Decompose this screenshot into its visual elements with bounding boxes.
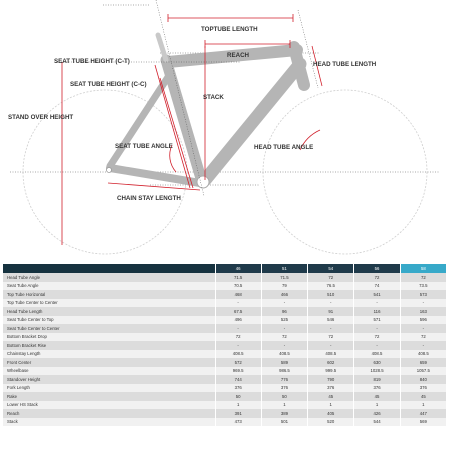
geometry-table	[3, 264, 447, 426]
table-cell: 426	[354, 409, 400, 418]
row-label: Top Tube Center to Center	[3, 299, 215, 308]
table-row	[3, 418, 447, 427]
bottom-bracket	[197, 176, 209, 188]
table-cell: -	[354, 341, 400, 350]
table-cell: -	[354, 299, 400, 308]
table-cell: 659	[400, 358, 446, 367]
table-row	[3, 333, 447, 342]
table-cell: 569	[400, 418, 446, 427]
table-cell: 50	[215, 392, 261, 401]
row-label: Seat Tube Center to Top	[3, 316, 215, 325]
row-label: Standover Height	[3, 375, 215, 384]
table-row	[3, 290, 447, 299]
table-row	[3, 401, 447, 410]
table-row	[3, 375, 447, 384]
table-cell: 602	[308, 358, 354, 367]
table-cell: 589	[261, 358, 307, 367]
label-stand-over-height: STAND OVER HEIGHT	[8, 114, 74, 121]
table-cell: 405	[308, 409, 354, 418]
row-label: Head Tube Angle	[3, 273, 215, 282]
table-cell: -	[308, 324, 354, 333]
table-cell: -	[261, 324, 307, 333]
table-cell: 45	[354, 392, 400, 401]
table-cell: -	[400, 341, 446, 350]
table-header-blank	[3, 264, 215, 273]
table-cell: 91	[308, 307, 354, 316]
table-cell: 468	[215, 290, 261, 299]
row-label: Top Tube Horizontal	[3, 290, 215, 299]
table-cell: -	[400, 324, 446, 333]
label-chain-stay-length: CHAIN STAY LENGTH	[117, 195, 181, 202]
row-label: Seat Tube Center to Center	[3, 324, 215, 333]
table-cell: 501	[261, 418, 307, 427]
table-cell: 408.5	[354, 350, 400, 359]
label-seat-tube-height-ct: SEAT TUBE HEIGHT (C-T)	[54, 58, 130, 65]
row-label: Bottom Bracket Rise	[3, 341, 215, 350]
table-cell: 999.5	[308, 367, 354, 376]
table-cell: 744	[215, 375, 261, 384]
table-cell: 510	[308, 290, 354, 299]
table-cell: 71.5	[215, 273, 261, 282]
table-cell: 376	[400, 384, 446, 393]
table-cell: 376	[261, 384, 307, 393]
table-cell: 1	[400, 401, 446, 410]
table-cell: 76.5	[308, 282, 354, 291]
table-cell: 986.5	[261, 367, 307, 376]
size-header: 51	[261, 264, 307, 273]
row-label: Seat Tube Angle	[3, 282, 215, 291]
table-row	[3, 316, 447, 325]
table-cell: 389	[261, 409, 307, 418]
row-label: Reach	[3, 409, 215, 418]
table-cell: 408.5	[400, 350, 446, 359]
table-cell: 525	[261, 316, 307, 325]
table-cell: -	[308, 299, 354, 308]
table-cell: 376	[215, 384, 261, 393]
table-cell: 630	[354, 358, 400, 367]
row-label: Rake	[3, 392, 215, 401]
table-row	[3, 273, 447, 282]
table-cell: 50	[261, 392, 307, 401]
table-cell: 74	[354, 282, 400, 291]
label-seat-tube-angle: SEAT TUBE ANGLE	[115, 143, 173, 150]
table-cell: 72	[400, 333, 446, 342]
table-row	[3, 307, 447, 316]
label-reach: REACH	[227, 52, 250, 59]
table-cell: 1028.5	[354, 367, 400, 376]
row-label: Front Center	[3, 358, 215, 367]
row-label: Wheelbase	[3, 367, 215, 376]
table-cell: 73.5	[400, 282, 446, 291]
table-cell: 840	[400, 375, 446, 384]
table-cell: 116	[354, 307, 400, 316]
table-row	[3, 384, 447, 393]
table-cell: 1	[215, 401, 261, 410]
table-cell: 67.5	[215, 307, 261, 316]
table-row	[3, 409, 447, 418]
table-cell: 1	[354, 401, 400, 410]
table-cell: 496	[215, 316, 261, 325]
table-cell: 473	[215, 418, 261, 427]
label-stack: STACK	[203, 94, 224, 101]
table-cell: 163	[400, 307, 446, 316]
label-seat-tube-height-cc: SEAT TUBE HEIGHT (C-C)	[70, 81, 147, 88]
rear-axle	[107, 168, 112, 173]
table-cell: 72	[261, 333, 307, 342]
table-cell: 72	[354, 333, 400, 342]
table-cell: 408.5	[261, 350, 307, 359]
table-cell: 546	[308, 316, 354, 325]
table-cell: 447	[400, 409, 446, 418]
bike-frame	[110, 35, 304, 183]
table-cell: 572	[215, 358, 261, 367]
table-cell: 45	[308, 392, 354, 401]
table-row	[3, 350, 447, 359]
down-tube	[205, 64, 300, 180]
table-header-row	[3, 264, 447, 273]
table-cell: 466	[261, 290, 307, 299]
table-cell: 79	[261, 282, 307, 291]
table-cell: 1	[261, 401, 307, 410]
table-cell: 72	[215, 333, 261, 342]
table-row	[3, 324, 447, 333]
table-cell: -	[308, 341, 354, 350]
table-cell: 544	[354, 418, 400, 427]
table-cell: 408.5	[215, 350, 261, 359]
table-cell: -	[215, 324, 261, 333]
table-cell: 408.5	[308, 350, 354, 359]
table-cell: 391	[215, 409, 261, 418]
table-row	[3, 358, 447, 367]
table-cell: 45	[400, 392, 446, 401]
label-head-tube-angle: HEAD TUBE ANGLE	[254, 144, 314, 151]
table-cell: 571	[354, 316, 400, 325]
table-cell: -	[261, 299, 307, 308]
table-cell: 72	[354, 273, 400, 282]
label-head-tube-length: HEAD TUBE LENGTH	[313, 61, 377, 68]
size-header: 46	[215, 264, 261, 273]
table-cell: -	[215, 341, 261, 350]
row-label: Stack	[3, 418, 215, 427]
size-header: 58	[400, 264, 446, 273]
table-cell: 776	[261, 375, 307, 384]
table-cell: -	[261, 341, 307, 350]
table-cell: 72	[400, 273, 446, 282]
table-row	[3, 299, 447, 308]
table-cell: 1	[308, 401, 354, 410]
row-label: Lower HS Stack	[3, 401, 215, 410]
row-label: Chainstay Length	[3, 350, 215, 359]
table-cell: 541	[354, 290, 400, 299]
table-row	[3, 367, 447, 376]
label-toptube-length: TOPTUBE LENGTH	[201, 26, 258, 33]
table-row	[3, 341, 447, 350]
table-cell: 596	[400, 316, 446, 325]
table-cell: -	[400, 299, 446, 308]
table-row	[3, 392, 447, 401]
table-cell: 96	[261, 307, 307, 316]
table-cell: -	[215, 299, 261, 308]
table-cell: 520	[308, 418, 354, 427]
table-cell: -	[354, 324, 400, 333]
table-cell: 72	[308, 273, 354, 282]
row-label: Fork Length	[3, 384, 215, 393]
size-header: 56	[354, 264, 400, 273]
size-header: 54	[308, 264, 354, 273]
table-cell: 790	[308, 375, 354, 384]
table-cell: 376	[354, 384, 400, 393]
table-cell: 70.5	[215, 282, 261, 291]
table-cell: 573	[400, 290, 446, 299]
table-cell: 72	[308, 333, 354, 342]
table-cell: 71.5	[261, 273, 307, 282]
table-cell: 969.5	[215, 367, 261, 376]
table-cell: 376	[308, 384, 354, 393]
row-label: Bottom Bracket Drop	[3, 333, 215, 342]
table-cell: 819	[354, 375, 400, 384]
row-label: Head Tube Length	[3, 307, 215, 316]
table-row	[3, 282, 447, 291]
table-cell: 1057.5	[400, 367, 446, 376]
